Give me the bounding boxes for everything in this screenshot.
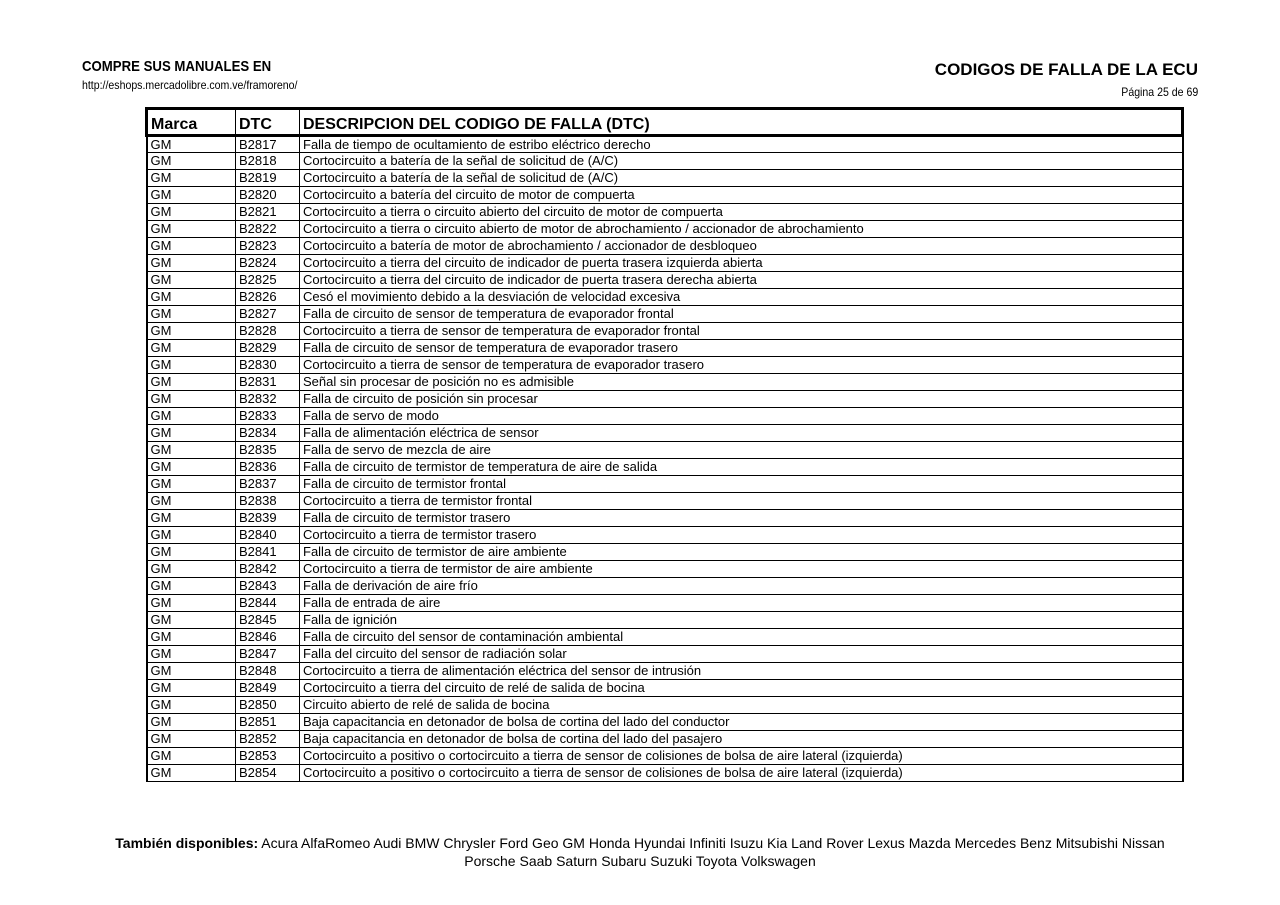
cell-dtc: B2823: [236, 238, 300, 255]
table-row: [147, 697, 1183, 714]
cell-dtc: B2849: [236, 680, 300, 697]
cell-marca: GM: [147, 204, 236, 221]
cell-dtc: B2831: [236, 374, 300, 391]
cell-marca: GM: [147, 731, 236, 748]
document-title: CODIGOS DE FALLA DE LA ECU: [934, 60, 1198, 79]
cell-dtc: B2847: [236, 646, 300, 663]
table-row: [147, 714, 1183, 731]
table-row: [147, 578, 1183, 595]
cell-descripcion: Circuito abierto de relé de salida de bocina: [300, 697, 1183, 714]
cell-dtc: B2829: [236, 340, 300, 357]
cell-marca: GM: [147, 391, 236, 408]
cell-marca: GM: [147, 748, 236, 765]
cell-marca: GM: [147, 221, 236, 238]
cell-descripcion: Cortocircuito a tierra del circuito de indicador de puerta trasera izquierda abierta: [300, 255, 1183, 272]
cell-descripcion: Falla de circuito de sensor de temperatura de evaporador frontal: [300, 306, 1183, 323]
cell-marca: GM: [147, 187, 236, 204]
cell-dtc: B2850: [236, 697, 300, 714]
table-row: [147, 323, 1183, 340]
cell-dtc: B2832: [236, 391, 300, 408]
cell-marca: GM: [147, 765, 236, 782]
cell-dtc: B2835: [236, 442, 300, 459]
cell-marca: GM: [147, 493, 236, 510]
cell-dtc: B2830: [236, 357, 300, 374]
cell-marca: GM: [147, 663, 236, 680]
cell-dtc: B2848: [236, 663, 300, 680]
cell-dtc: B2843: [236, 578, 300, 595]
cell-marca: GM: [147, 680, 236, 697]
footer-line-1: [95, 834, 1185, 852]
cell-marca: GM: [147, 646, 236, 663]
cell-marca: GM: [147, 340, 236, 357]
cell-marca: GM: [147, 153, 236, 170]
table-row: [147, 748, 1183, 765]
table-row: [147, 187, 1183, 204]
table-row: [147, 272, 1183, 289]
cell-descripcion: Cesó el movimiento debido a la desviación de velocidad excesiva: [300, 289, 1183, 306]
cell-marca: GM: [147, 629, 236, 646]
cell-marca: GM: [147, 527, 236, 544]
cell-dtc: B2822: [236, 221, 300, 238]
cell-dtc: B2845: [236, 612, 300, 629]
cell-descripcion: Falla de servo de modo: [300, 408, 1183, 425]
cell-dtc: B2826: [236, 289, 300, 306]
cell-descripcion: Cortocircuito a tierra del circuito de relé de salida de bocina: [300, 680, 1183, 697]
cell-marca: GM: [147, 170, 236, 187]
table-row: [147, 255, 1183, 272]
cell-marca: GM: [147, 306, 236, 323]
table-row: [147, 646, 1183, 663]
table-row: [147, 204, 1183, 221]
cell-marca: GM: [147, 561, 236, 578]
footer-brands-2: Porsche Saab Saturn Subaru Suzuki Toyota Volkswagen: [464, 853, 816, 869]
cell-descripcion: Cortocircuito a batería del circuito de motor de compuerta: [300, 187, 1183, 204]
promo-title: COMPRE SUS MANUALES EN: [82, 58, 272, 75]
table-row: [147, 374, 1183, 391]
table-row: [147, 408, 1183, 425]
column-header-marca: Marca: [147, 109, 236, 136]
cell-descripcion: Cortocircuito a tierra de termistor frontal: [300, 493, 1183, 510]
cell-descripcion: Falla de entrada de aire: [300, 595, 1183, 612]
cell-descripcion: Cortocircuito a tierra o circuito abierto del circuito de motor de compuerta: [300, 204, 1183, 221]
table-row: [147, 527, 1183, 544]
table-row: [147, 289, 1183, 306]
cell-descripcion: Cortocircuito a tierra del circuito de indicador de puerta trasera derecha abierta: [300, 272, 1183, 289]
table-row: [147, 391, 1183, 408]
dtc-table: [145, 107, 1184, 782]
cell-marca: GM: [147, 289, 236, 306]
page-number: Página 25 de 69: [1121, 85, 1198, 99]
cell-descripcion: Falla de circuito de posición sin procesar: [300, 391, 1183, 408]
cell-marca: GM: [147, 697, 236, 714]
cell-dtc: B2836: [236, 459, 300, 476]
cell-marca: GM: [147, 272, 236, 289]
cell-dtc: B2824: [236, 255, 300, 272]
cell-marca: GM: [147, 408, 236, 425]
cell-marca: GM: [147, 255, 236, 272]
table-row: [147, 595, 1183, 612]
cell-dtc: B2837: [236, 476, 300, 493]
table-row: [147, 476, 1183, 493]
cell-descripcion: Cortocircuito a tierra de termistor de aire ambiente: [300, 561, 1183, 578]
cell-descripcion: Cortocircuito a tierra o circuito abierto de motor de abrochamiento / accionador de abrochamiento: [300, 221, 1183, 238]
table-row: [147, 238, 1183, 255]
cell-dtc: B2827: [236, 306, 300, 323]
cell-descripcion: Falla de servo de mezcla de aire: [300, 442, 1183, 459]
cell-dtc: B2839: [236, 510, 300, 527]
cell-descripcion: Cortocircuito a tierra de sensor de temperatura de evaporador trasero: [300, 357, 1183, 374]
table-row: [147, 731, 1183, 748]
cell-marca: GM: [147, 136, 236, 153]
cell-dtc: B2833: [236, 408, 300, 425]
cell-descripcion: Falla de tiempo de ocultamiento de estribo eléctrico derecho: [300, 136, 1183, 153]
footer: [95, 834, 1185, 870]
table-row: [147, 340, 1183, 357]
table-row: [147, 425, 1183, 442]
cell-dtc: B2841: [236, 544, 300, 561]
cell-descripcion: Baja capacitancia en detonador de bolsa de cortina del lado del pasajero: [300, 731, 1183, 748]
cell-marca: GM: [147, 357, 236, 374]
cell-marca: GM: [147, 595, 236, 612]
cell-dtc: B2840: [236, 527, 300, 544]
cell-descripcion: Falla de circuito de sensor de temperatura de evaporador trasero: [300, 340, 1183, 357]
column-header-descripcion: DESCRIPCION DEL CODIGO DE FALLA (DTC): [300, 109, 1183, 136]
cell-dtc: B2851: [236, 714, 300, 731]
cell-marca: GM: [147, 238, 236, 255]
cell-descripcion: Cortocircuito a batería de motor de abrochamiento / accionador de desbloqueo: [300, 238, 1183, 255]
cell-dtc: B2846: [236, 629, 300, 646]
cell-descripcion: Cortocircuito a tierra de termistor trasero: [300, 527, 1183, 544]
table-row: [147, 680, 1183, 697]
cell-descripcion: Cortocircuito a tierra de sensor de temperatura de evaporador frontal: [300, 323, 1183, 340]
cell-descripcion: Cortocircuito a tierra de alimentación eléctrica del sensor de intrusión: [300, 663, 1183, 680]
cell-marca: GM: [147, 578, 236, 595]
cell-dtc: B2853: [236, 748, 300, 765]
cell-descripcion: Cortocircuito a batería de la señal de solicitud de (A/C): [300, 153, 1183, 170]
table-row: [147, 459, 1183, 476]
table-row: [147, 493, 1183, 510]
table-row: [147, 629, 1183, 646]
cell-marca: GM: [147, 510, 236, 527]
table-row: [147, 306, 1183, 323]
cell-marca: GM: [147, 476, 236, 493]
cell-descripcion: Falla de circuito de termistor de aire ambiente: [300, 544, 1183, 561]
cell-marca: GM: [147, 323, 236, 340]
table-row: [147, 544, 1183, 561]
cell-dtc: B2834: [236, 425, 300, 442]
table-row: [147, 442, 1183, 459]
cell-marca: GM: [147, 442, 236, 459]
cell-descripcion: Falla de ignición: [300, 612, 1183, 629]
cell-dtc: B2821: [236, 204, 300, 221]
cell-dtc: B2817: [236, 136, 300, 153]
cell-dtc: B2854: [236, 765, 300, 782]
cell-descripcion: Cortocircuito a batería de la señal de solicitud de (A/C): [300, 170, 1183, 187]
cell-descripcion: Cortocircuito a positivo o cortocircuito a tierra de sensor de colisiones de bolsa de aire lateral (izquierda): [300, 748, 1183, 765]
cell-marca: GM: [147, 425, 236, 442]
cell-descripcion: Baja capacitancia en detonador de bolsa de cortina del lado del conductor: [300, 714, 1183, 731]
cell-dtc: B2828: [236, 323, 300, 340]
table-row: [147, 663, 1183, 680]
table-row: [147, 561, 1183, 578]
cell-dtc: B2818: [236, 153, 300, 170]
cell-descripcion: Cortocircuito a positivo o cortocircuito a tierra de sensor de colisiones de bolsa de aire lateral (izquierda): [300, 765, 1183, 782]
table-row: [147, 765, 1183, 782]
cell-descripcion: Falla de alimentación eléctrica de sensor: [300, 425, 1183, 442]
cell-dtc: B2838: [236, 493, 300, 510]
cell-marca: GM: [147, 459, 236, 476]
cell-descripcion: Señal sin procesar de posición no es admisible: [300, 374, 1183, 391]
cell-descripcion: Falla de circuito de termistor frontal: [300, 476, 1183, 493]
table-row: [147, 136, 1183, 153]
cell-dtc: B2825: [236, 272, 300, 289]
footer-brands-1: Acura AlfaRomeo Audi BMW Chrysler Ford Geo GM Honda Hyundai Infiniti Isuzu Kia Land Rover Lexus Mazda Mercedes Benz Mitsubishi Nissan: [261, 835, 1165, 851]
cell-descripcion: Falla de circuito de termistor trasero: [300, 510, 1183, 527]
header-right: [935, 60, 1198, 99]
cell-dtc: B2842: [236, 561, 300, 578]
cell-descripcion: Falla de derivación de aire frío: [300, 578, 1183, 595]
table-body: [147, 136, 1183, 782]
table-row: [147, 170, 1183, 187]
cell-dtc: B2820: [236, 187, 300, 204]
cell-marca: GM: [147, 374, 236, 391]
footer-label: También disponibles:: [115, 835, 259, 851]
header-left: [82, 58, 327, 92]
table-row: [147, 357, 1183, 374]
cell-marca: GM: [147, 544, 236, 561]
store-url[interactable]: http://eshops.mercadolibre.com.ve/framoreno/: [82, 78, 298, 92]
cell-descripcion: Falla de circuito de termistor de temperatura de aire de salida: [300, 459, 1183, 476]
cell-dtc: B2819: [236, 170, 300, 187]
cell-marca: GM: [147, 714, 236, 731]
table-row: [147, 153, 1183, 170]
cell-marca: GM: [147, 612, 236, 629]
table-header-row: [147, 109, 1183, 136]
cell-descripcion: Falla del circuito del sensor de radiación solar: [300, 646, 1183, 663]
table-row: [147, 612, 1183, 629]
column-header-dtc: DTC: [236, 109, 300, 136]
table-row: [147, 221, 1183, 238]
cell-dtc: B2844: [236, 595, 300, 612]
table-row: [147, 510, 1183, 527]
cell-dtc: B2852: [236, 731, 300, 748]
cell-descripcion: Falla de circuito del sensor de contaminación ambiental: [300, 629, 1183, 646]
